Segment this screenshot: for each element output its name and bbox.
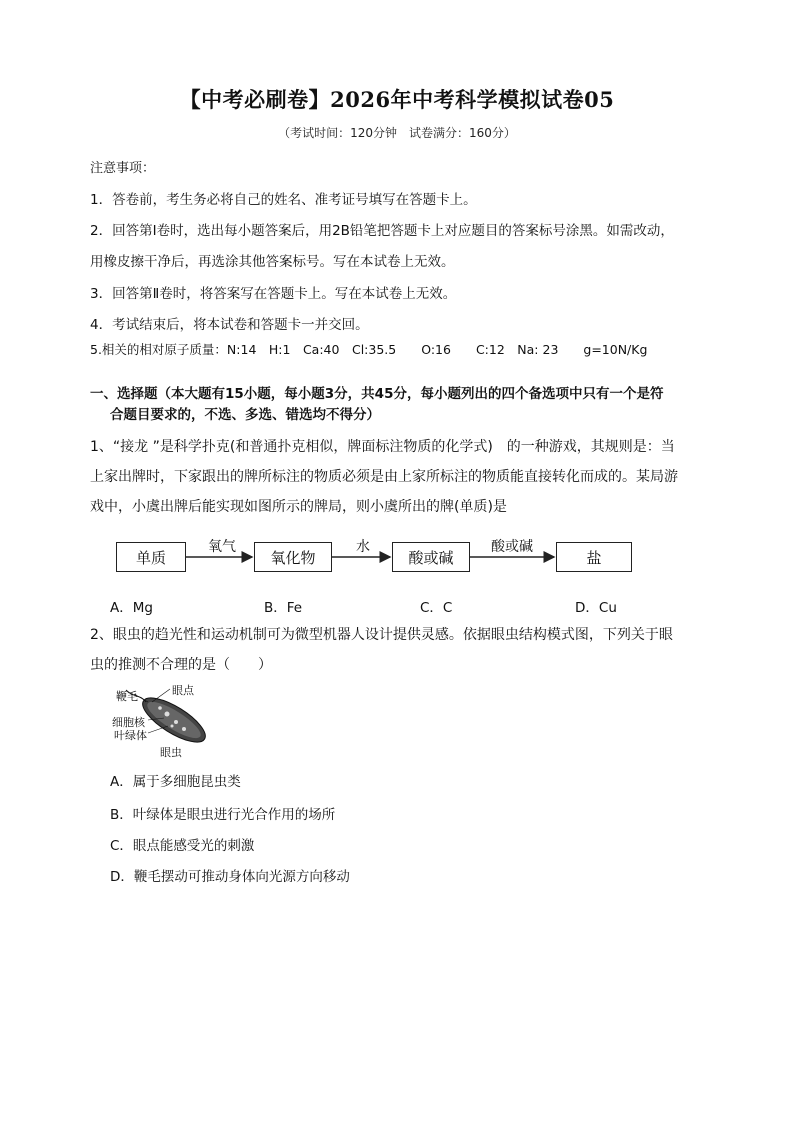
question-2-text xyxy=(90,620,710,680)
question-1-text xyxy=(90,432,710,522)
q2-line1: 2、眼虫的趋光性和运动机制可为微型机器人设计提供灵感。依据眼虫结构模式图，下列关于眼 xyxy=(90,627,673,643)
q1-line3: 戏中，小虞出牌后能实现如图所示的牌局，则小虞所出的牌(单质)是 xyxy=(90,499,507,515)
section-heading-line1: 一、选择题（本大题有15小题，每小题3分，共45分，每小题列出的四个备选项中只有一个是符 xyxy=(90,386,664,402)
notice-item-4: 4．考试结束后，将本试卷和答题卡一并交回。 xyxy=(90,317,369,333)
q1-option-a: A．Mg xyxy=(110,600,153,616)
q2-line2: 虫的推测不合理的是（ ） xyxy=(90,657,272,673)
arrow-label-water: 水 xyxy=(356,539,370,555)
q2-option-c: C．眼点能感受光的刺激 xyxy=(110,838,255,854)
figure-label-flagellum: 鞭毛 xyxy=(116,690,138,703)
notice-item-1: 1．答卷前，考生务必将自己的姓名、准考证号填写在答题卡上。 xyxy=(90,192,477,208)
notice-heading: 注意事项： xyxy=(90,161,156,176)
section-heading-line2: 合题目要求的，不选、多选、错选均不得分） xyxy=(110,407,380,423)
q2-option-b: B．叶绿体是眼虫进行光合作用的场所 xyxy=(110,807,336,823)
atomic-masses: 5.相关的相对原子质量：N:14 H:1 Ca:40 Cl:35.5 O:16 C:12 Na: 23 g=10N/Kg xyxy=(90,342,648,357)
arrow-label-acid-base: 酸或碱 xyxy=(491,539,533,555)
q1-option-d: D．Cu xyxy=(575,600,617,616)
flow-box-oxide: 氧化物 xyxy=(254,542,332,572)
notice-item-2: 2．回答第Ⅰ卷时，选出每小题答案后，用2B铅笔把答题卡上对应题目的答案标号涂黑。如需改动， xyxy=(90,223,674,239)
q1-option-c: C．C xyxy=(420,600,453,616)
exam-info: （考试时间：120分钟 试卷满分：160分） xyxy=(278,126,516,140)
conversion-flow-diagram xyxy=(116,538,636,578)
q2-option-d: D．鞭毛摆动可推动身体向光源方向移动 xyxy=(110,869,350,885)
notice-item-3: 3．回答第Ⅱ卷时，将答案写在答题卡上。写在本试卷上无效。 xyxy=(90,286,457,302)
euglena-figure xyxy=(112,680,212,762)
section-heading xyxy=(90,384,710,426)
figure-label-eyespot: 眼点 xyxy=(172,684,194,697)
figure-label-nucleus: 细胞核 xyxy=(112,716,145,729)
notice-item-2-cont: 用橡皮擦干净后，再选涂其他答案标号。写在本试卷上无效。 xyxy=(90,254,455,270)
arrow-label-oxygen: 氧气 xyxy=(208,539,236,555)
q1-line2: 上家出牌时，下家跟出的牌所标注的物质必须是由上家所标注的物质能直接转化而成的。某局游 xyxy=(90,469,678,485)
q1-line1: 1、“接龙 ”是科学扑克(和普通扑克相似，牌面标注物质的化学式) 的一种游戏，其规则是：当 xyxy=(90,439,675,455)
page-title: 【中考必刷卷】2026年中考科学模拟试卷05 xyxy=(179,87,615,112)
flow-box-acid-base: 酸或碱 xyxy=(392,542,470,572)
flow-box-salt: 盐 xyxy=(556,542,632,572)
flow-box-element: 单质 xyxy=(116,542,186,572)
figure-label-chloroplast: 叶绿体 xyxy=(114,729,147,742)
q2-option-a: A．属于多细胞昆虫类 xyxy=(110,774,241,790)
q1-option-b: B．Fe xyxy=(264,600,303,616)
figure-label-euglena: 眼虫 xyxy=(160,746,182,759)
